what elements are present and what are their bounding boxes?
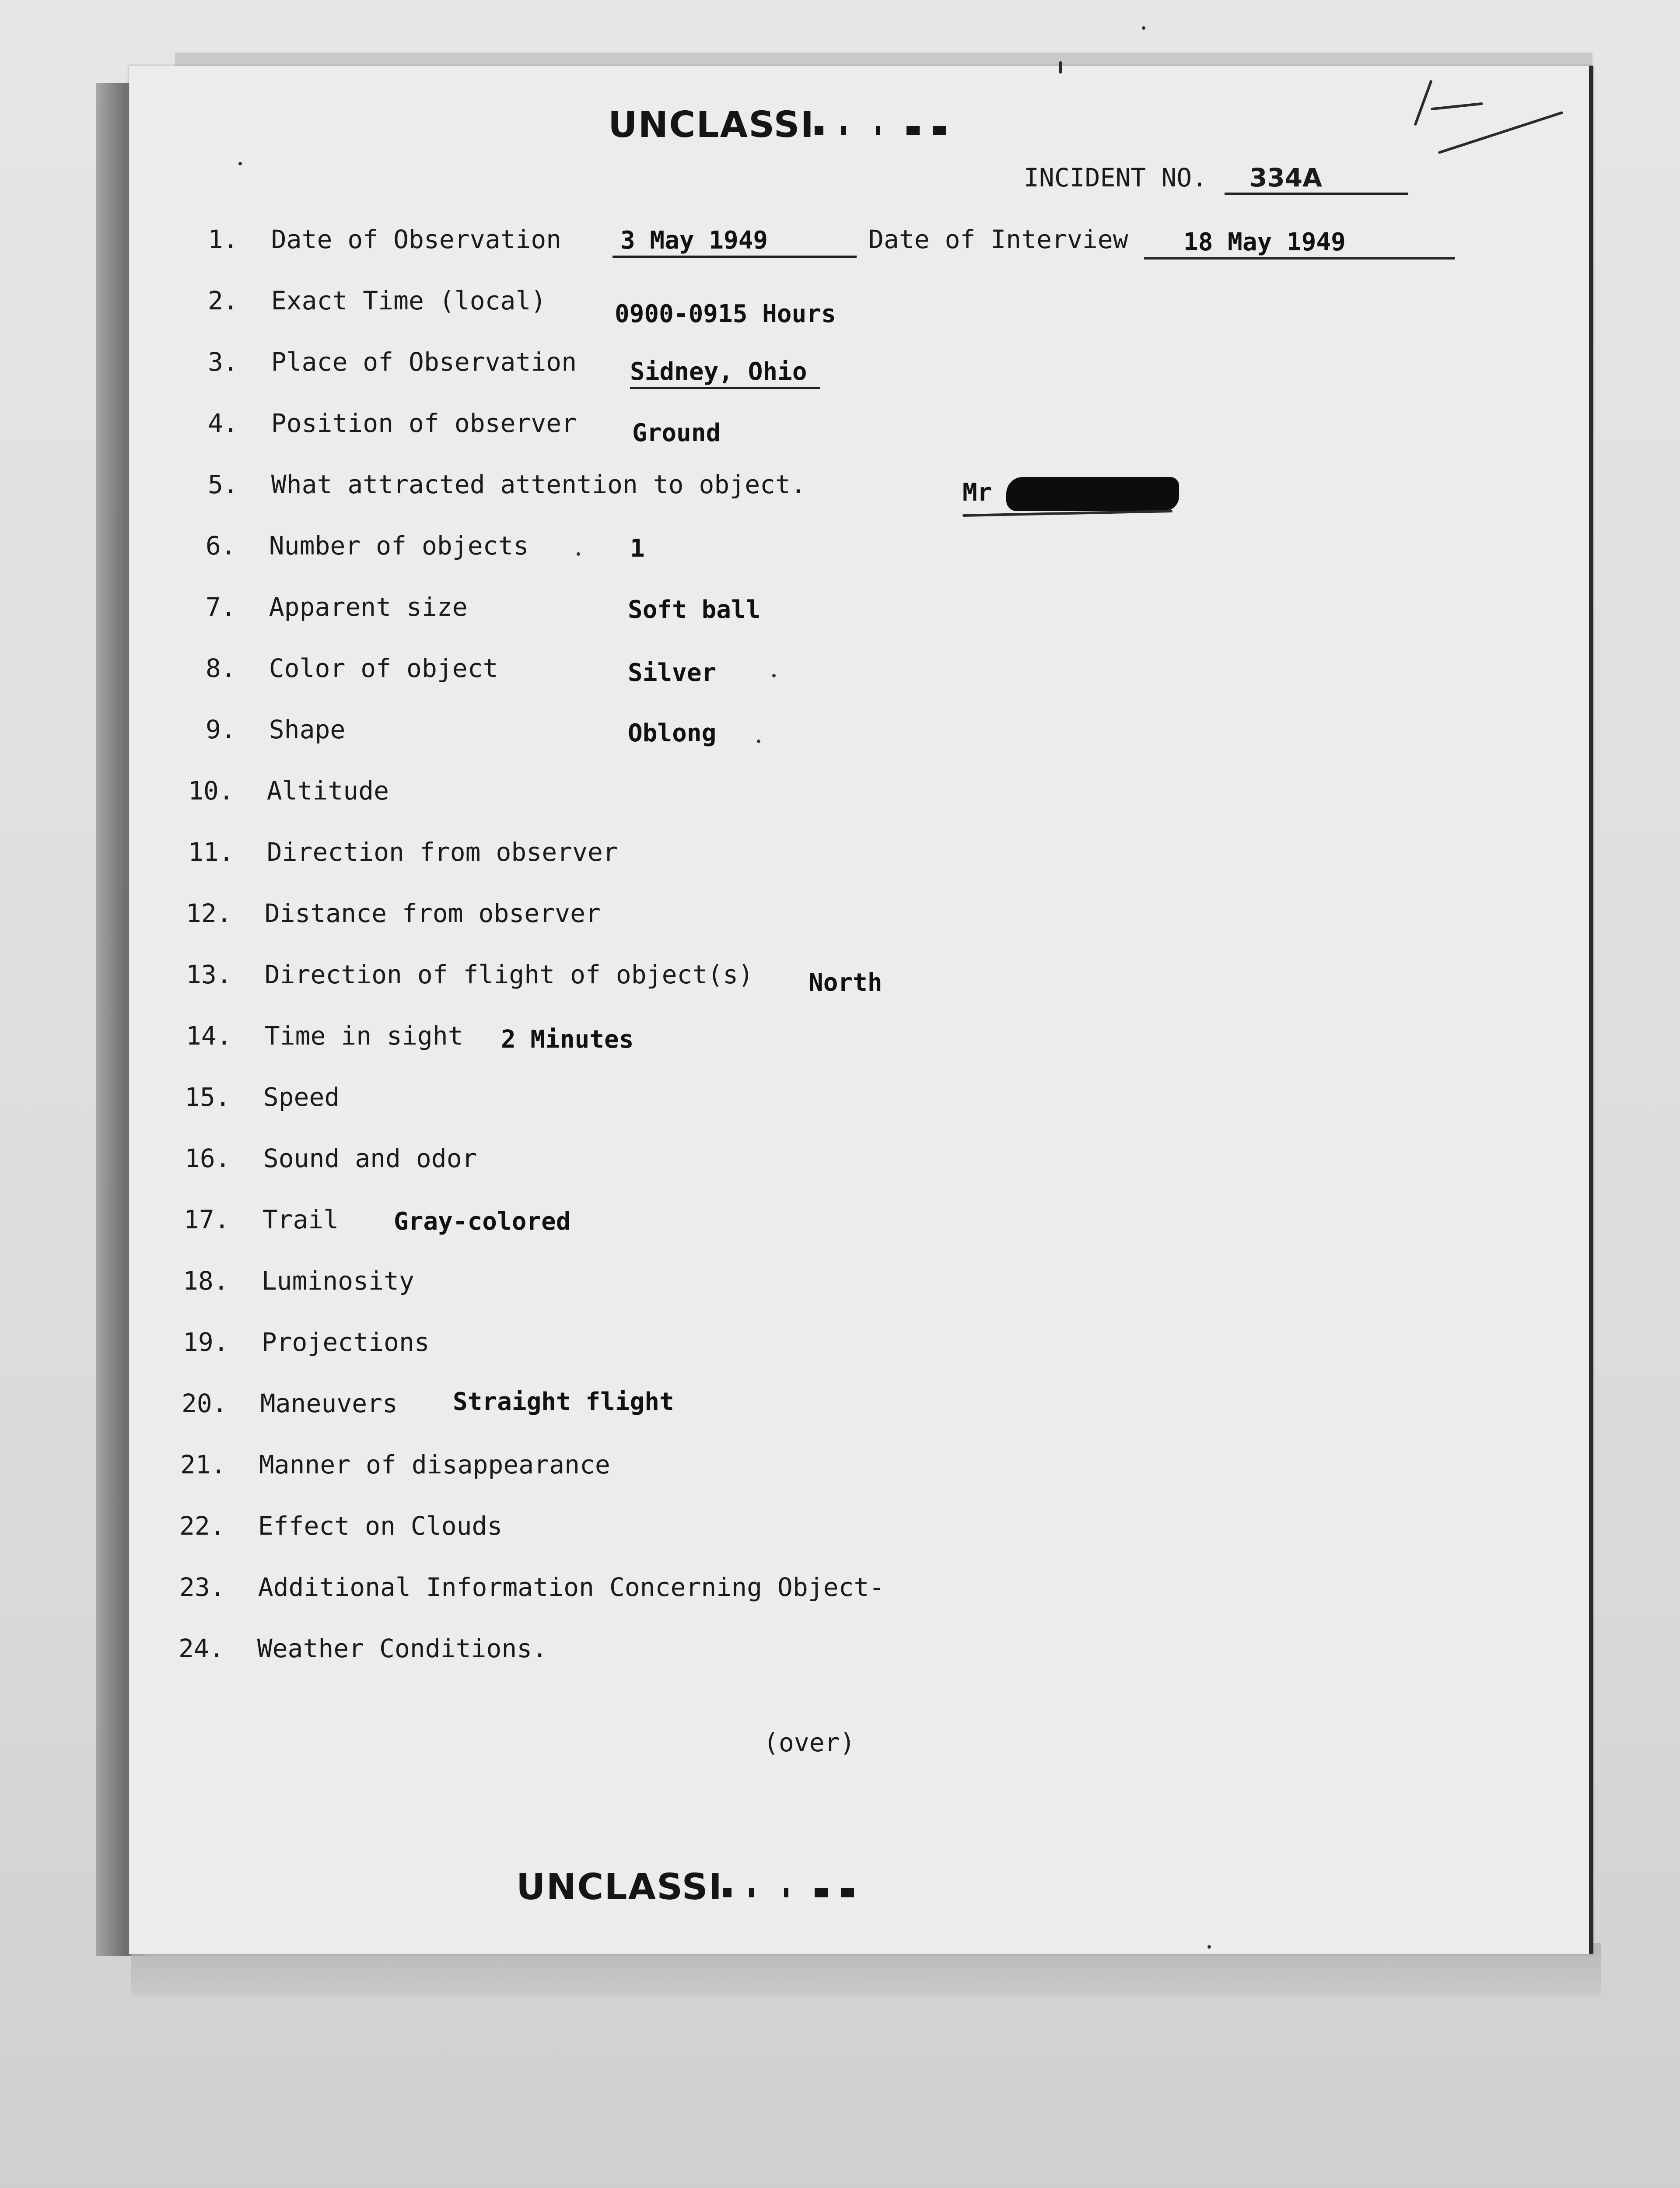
field-15	[185, 1084, 340, 1110]
attention-observer-prefix: Mr	[962, 478, 992, 507]
field-6	[206, 531, 529, 561]
field-19	[183, 1329, 430, 1355]
field-label: Direction from observer	[266, 837, 618, 867]
interview-date: 18 May 1949	[1144, 230, 1455, 259]
field-label: Exact Time (local)	[271, 286, 546, 316]
field-3	[208, 349, 577, 375]
field-label: Distance from observer	[264, 898, 601, 928]
field-21	[180, 1450, 610, 1480]
field-9	[206, 717, 345, 742]
field-22	[179, 1513, 502, 1539]
classification-header	[608, 104, 955, 146]
field-number: 13.	[186, 960, 232, 989]
field-number: 5.	[208, 470, 238, 499]
speck	[772, 674, 776, 677]
classification-footer	[516, 1866, 863, 1908]
position-of-observer: Ground	[632, 419, 721, 447]
field-label: Color of object	[269, 653, 498, 683]
field-label: Sound and odor	[263, 1143, 477, 1173]
field-number: 6.	[206, 531, 236, 561]
field-label: Shape	[269, 715, 346, 744]
field-number: 3.	[208, 347, 238, 377]
time-in-sight: 2 Minutes	[501, 1025, 634, 1054]
field-label: Place of Observation	[271, 347, 577, 377]
apparent-size: Soft ball	[628, 596, 761, 624]
field-label: What attracted attention to object.	[271, 470, 806, 499]
redaction-bar	[1006, 477, 1179, 511]
field-number: 7.	[206, 592, 236, 622]
field-label: Number of objects	[269, 531, 529, 561]
field-11	[188, 839, 618, 865]
field-1	[208, 224, 562, 254]
field-label: Effect on Clouds	[258, 1511, 503, 1541]
field-2	[208, 286, 546, 316]
field-label: Projections	[261, 1327, 430, 1357]
field-label: Manner of disappearance	[259, 1450, 610, 1480]
field-20	[182, 1391, 398, 1416]
field-number: 19.	[183, 1327, 229, 1357]
incident-number-line	[1024, 163, 1408, 195]
field-label: Speed	[263, 1082, 340, 1112]
observation-date: 3 May 1949	[612, 228, 857, 258]
field-label: Position of observer	[271, 408, 577, 438]
field-label: Apparent size	[269, 592, 468, 622]
field-13	[186, 962, 753, 987]
field-label: Weather Conditions.	[257, 1634, 548, 1663]
field-number: 18.	[183, 1266, 229, 1296]
trail: Gray-colored	[394, 1207, 571, 1236]
field-label: Direction of flight of object(s)	[264, 960, 754, 989]
field-23	[179, 1574, 884, 1600]
shape: Oblong	[628, 719, 717, 747]
field-label: Altitude	[266, 776, 389, 806]
field-5	[208, 472, 806, 497]
field-number: 4.	[208, 408, 238, 438]
place-of-observation: Sidney, Ohio	[630, 360, 820, 389]
field-16	[185, 1143, 477, 1173]
field-12	[186, 898, 601, 928]
field-number: 1.	[208, 224, 238, 254]
incident-number: 334A	[1225, 163, 1408, 195]
field-number: 14.	[186, 1021, 232, 1051]
field-number: 11.	[188, 837, 234, 867]
continued-note: (over)	[763, 1728, 855, 1757]
field-label: Date of Observation	[271, 224, 562, 254]
field-number: 21.	[180, 1450, 226, 1480]
incident-label: INCIDENT NO.	[1024, 163, 1208, 193]
classification-text: UNCLASSI	[608, 104, 815, 146]
field-number: 16.	[185, 1143, 231, 1173]
field-number: 10.	[188, 776, 234, 806]
color-of-object: Silver	[628, 659, 717, 687]
page-edge	[1589, 66, 1593, 1954]
field-number: 15.	[185, 1082, 231, 1112]
field-label: Time in sight	[264, 1021, 463, 1051]
field-8	[206, 653, 498, 683]
pencil-stroke	[1059, 61, 1062, 74]
field-number: 20.	[182, 1389, 228, 1418]
field-24	[178, 1636, 547, 1661]
field-label: Trail	[262, 1205, 339, 1234]
maneuvers: Straight flight	[453, 1388, 674, 1416]
number-of-objects: 1	[630, 534, 645, 563]
classification-cut-off	[815, 106, 955, 142]
interview-date-label: Date of Interview	[868, 224, 1128, 254]
field-number: 22.	[179, 1511, 225, 1541]
field-7	[206, 594, 468, 620]
field-number: 9.	[206, 715, 236, 744]
field-18	[183, 1268, 414, 1294]
field-number: 8.	[206, 653, 236, 683]
field-label: Luminosity	[261, 1266, 414, 1296]
field-number: 17.	[184, 1205, 230, 1234]
direction-of-flight: North	[808, 968, 882, 997]
speck	[1142, 26, 1145, 30]
field-4	[208, 410, 577, 436]
field-number: 24.	[178, 1634, 224, 1663]
field-17	[184, 1207, 339, 1232]
classification-text: UNCLASSI	[516, 1866, 723, 1908]
field-10	[188, 776, 389, 806]
field-number: 23.	[179, 1572, 225, 1602]
speck	[238, 162, 242, 165]
exact-time: 0900-0915 Hours	[615, 300, 836, 328]
field-label: Maneuvers	[260, 1389, 398, 1418]
speck	[1208, 1945, 1211, 1949]
field-label: Additional Information Concerning Object-	[258, 1572, 885, 1602]
classification-cut-off	[723, 1869, 863, 1904]
field-number: 2.	[208, 286, 238, 316]
field-14	[186, 1021, 463, 1051]
speck	[757, 740, 760, 743]
speck	[577, 552, 580, 556]
field-number: 12.	[186, 898, 232, 928]
